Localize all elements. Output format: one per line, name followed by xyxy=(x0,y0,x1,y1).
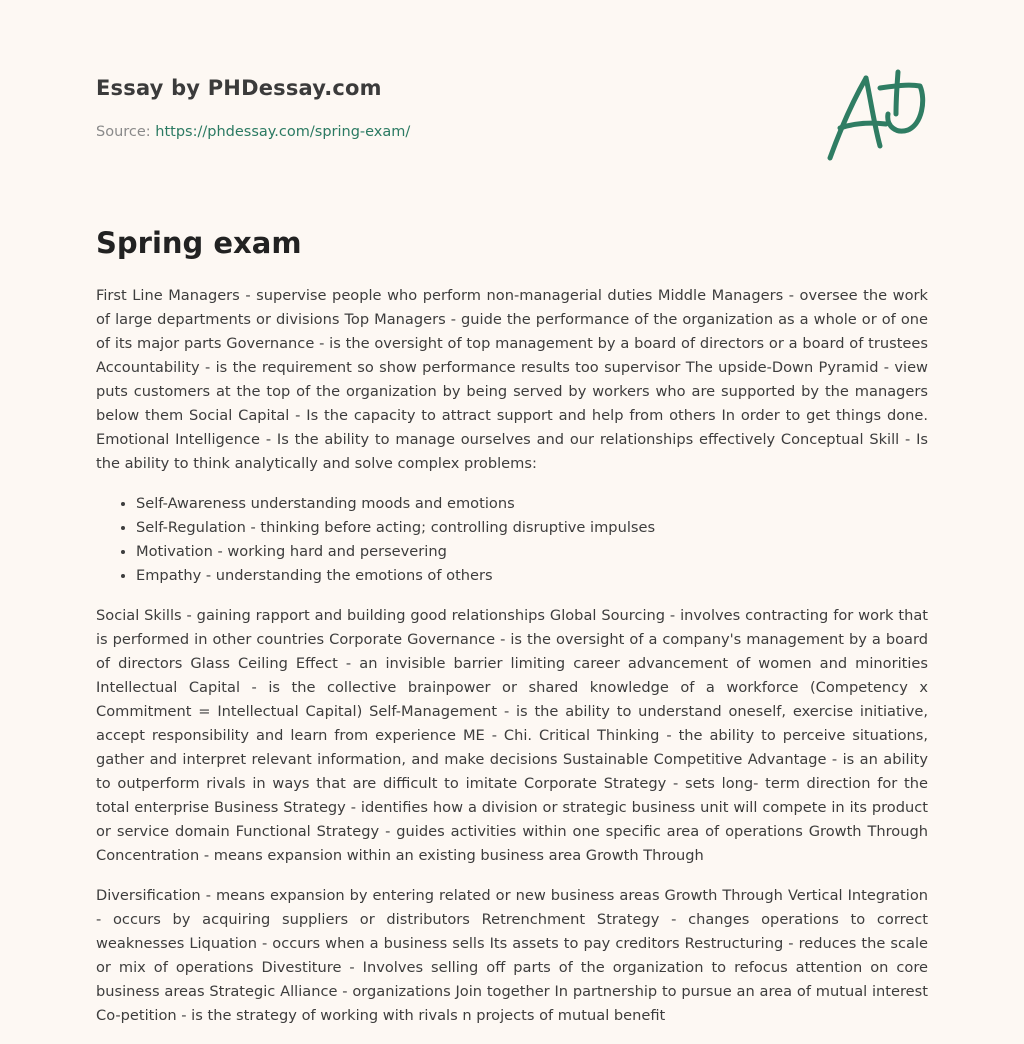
site-title: Essay by PHDessay.com xyxy=(96,76,382,100)
list-item: • Motivation - working hard and persevering xyxy=(136,540,928,564)
source-label: Source: xyxy=(96,124,151,140)
list-item: • Empathy - understanding the emotions of others xyxy=(136,564,928,588)
list-item: • Self-Awareness understanding moods and emotions xyxy=(136,492,928,516)
skills-list xyxy=(96,492,928,588)
a-plus-logo-icon xyxy=(822,66,930,166)
source-link[interactable]: https://phdessay.com/spring-exam/ xyxy=(155,124,411,140)
essay-paragraph: Social Skills - gaining rapport and building good relationships Global Sourcing - involves contracting for work that is performed in other countries Corporate Governance - is the oversight of a company's management by a board of directors Glass Ceiling Effect - an invisible barrier limiting career advancement of women and minorities Intellectual Capital - is the collective brainpower or shared knowledge of a workforce (Competency x Commitment = Intellectual Capital) Self-Management - is the ability to understand oneself, exercise initiative, accept responsibility and learn from experience ME - Chi. Critical Thinking - the ability to perceive situations, gather and interpret relevant information, and make decisions Sustainable Competitive Advantage - is an ability to outperform rivals in ways that are difficult to imitate Corporate Strategy - sets long- term direction for the total enterprise Business Strategy - identifies how a division or strategic business unit will compete in its product or service domain Functional Strategy - guides activities within one specific area of operations Growth Through Concentration - means expansion within an existing business area Growth Through xyxy=(96,607,928,864)
essay-body xyxy=(96,284,928,1044)
essay-title: Spring exam xyxy=(96,226,302,260)
essay-paragraph: First Line Managers - supervise people who perform non-managerial duties Middle Managers - oversee the work of large departments or divisions Top Managers - guide the performance of the organization as a whole or of one of its major parts Governance - is the oversight of top management by a board of directors or a board of trustees Accountability - is the requirement so show performance results too supervisor The upside-Down Pyramid - view puts customers at the top of the organization by being served by workers who are supported by the managers below them Social Capital - Is the capacity to attract support and help from others In order to get things done. Emotional Intelligence - Is the ability to manage ourselves and our relationships effectively Conceptual Skill - Is the ability to think analytically and solve complex problems: xyxy=(96,287,928,472)
source-line xyxy=(96,124,410,140)
list-item: • Self-Regulation - thinking before acting; controlling disruptive impulses xyxy=(136,516,928,540)
essay-paragraph: Diversification - means expansion by entering related or new business areas Growth Through Vertical Integration - occurs by acquiring suppliers or distributors Retrenchment Strategy - changes operations to correct weaknesses Liquation - occurs when a business sells Its assets to pay creditors Restructuring - reduces the scale or mix of operations Divestiture - Involves selling off parts of the organization to refocus attention on core business areas Strategic Alliance - organizations Join together In partnership to pursue an area of mutual interest Co-petition - is the strategy of working with rivals n projects of mutual benefit xyxy=(96,887,928,1024)
